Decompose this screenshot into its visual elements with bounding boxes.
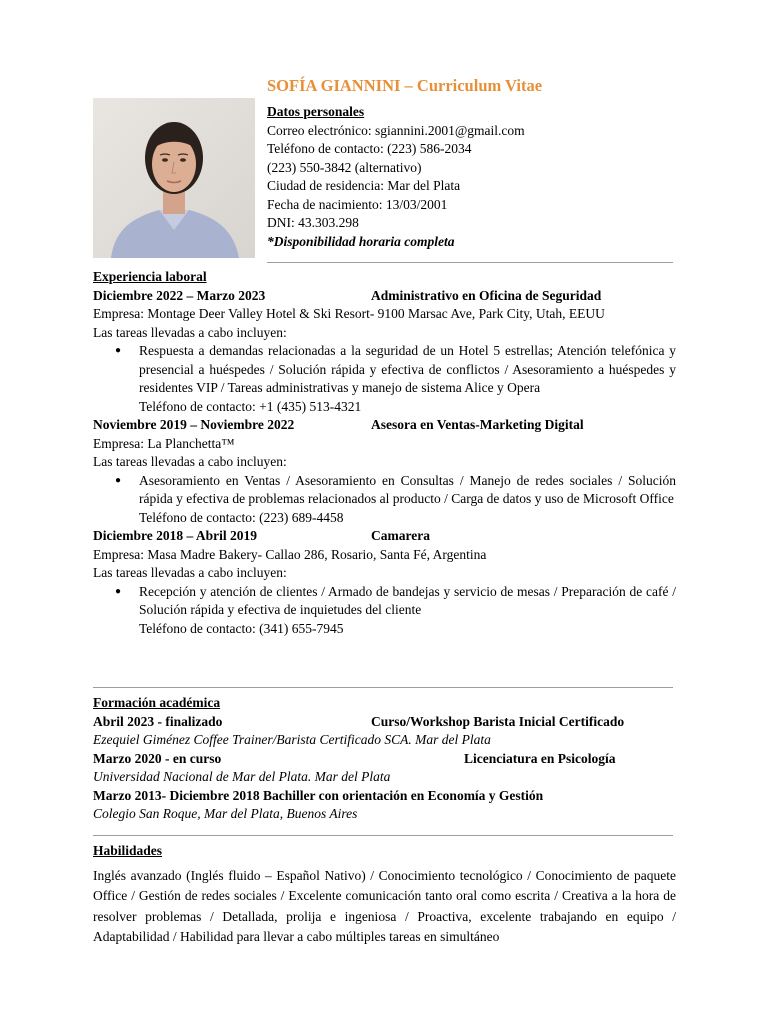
job-role: Asesora en Ventas-Marketing Digital (371, 417, 584, 432)
education-item-header (93, 713, 676, 732)
divider (267, 262, 673, 263)
education-place: Colegio San Roque, Mar del Plata, Buenos Aires (93, 806, 358, 821)
personal-data-block (267, 103, 687, 251)
job-header (93, 416, 676, 435)
education-place: Ezequiel Giménez Coffee Trainer/Barista Certificado SCA. Mar del Plata (93, 732, 491, 747)
education-heading: Formación académica (93, 695, 221, 710)
job-tasks-bullet (93, 472, 676, 509)
education-item-header (93, 787, 676, 806)
job-tasks-bullet (93, 583, 676, 620)
education-line: Marzo 2013- Diciembre 2018 Bachiller con orientación en Economía y Gestión (93, 787, 544, 803)
cv-subtitle: – Curriculum Vitae (400, 76, 543, 95)
education-title: Licenciatura en Psicología (464, 750, 616, 766)
personal-phone-alt: (223) 550-3842 (alternativo) (267, 159, 422, 175)
candidate-name: SOFÍA GIANNINI (267, 76, 401, 95)
job-tasks-text: Respuesta a demandas relacionadas a la seguridad de un Hotel 5 estrellas; Atención telefónica y presencial a huéspedes / Solución rápida y efectiva de conflictos / Asesoramiento a huéspedes y residentes VIP / Tareas administrativas y manejo de sistema Alice y Opera (139, 343, 676, 395)
personal-dni: DNI: 43.303.298 (267, 215, 359, 230)
job-dates: Diciembre 2018 – Abril 2019 (93, 528, 257, 543)
personal-phone: Teléfono de contacto: (223) 586-2034 (267, 141, 472, 156)
personal-data-heading: Datos personales (267, 104, 365, 119)
skills-heading: Habilidades (93, 843, 163, 858)
divider (93, 687, 673, 688)
education-place: Universidad Nacional de Mar del Plata. Mar del Plata (93, 769, 391, 784)
education-dates: Abril 2023 - finalizado (93, 713, 223, 729)
job-company: Empresa: Masa Madre Bakery- Callao 286, Rosario, Santa Fé, Argentina (93, 546, 487, 562)
bullet-icon: ● (115, 345, 122, 356)
job-reference-phone: Teléfono de contacto: (223) 689-4458 (139, 509, 344, 525)
job-header (93, 527, 676, 546)
education-item-header (93, 750, 676, 769)
divider (93, 835, 673, 836)
job-role: Administrativo en Oficina de Seguridad (371, 287, 602, 303)
skills-text: Inglés avanzado (Inglés fluido – Español Nativo) / Conocimiento tecnológico / Conocimiento de paquete Office / Gestión de redes sociales / Excelente comunicación tanto oral como escrita / Creativa a la hora de resolver problemas / Detallada, prolija e ingeniosa / Proactiva, excelente trabajando en equipo / Adaptabilidad / Habilidad para llevar a cabo múltiples tareas en simultáneo (93, 867, 676, 944)
job-tasks-text: Recepción y atención de clientes / Armado de bandejas y servicio de mesas / Preparación de café / Solución rápida y efectiva de inquietudes del cliente (139, 583, 676, 617)
skills-section (93, 842, 676, 948)
job-reference-phone: Teléfono de contacto: +1 (435) 513-4321 (139, 398, 362, 414)
experience-section (93, 268, 676, 638)
job-tasks-intro: Las tareas llevadas a cabo incluyen: (93, 454, 287, 469)
personal-birthdate: Fecha de nacimiento: 13/03/2001 (267, 196, 448, 212)
job-tasks-text: Asesoramiento en Ventas / Asesoramiento en Consultas / Manejo de redes sociales / Solución rápida y efectiva de problemas relacionados al producto / Carga de datos y uso de Microsoft Office (139, 472, 676, 506)
profile-photo (93, 98, 255, 258)
personal-availability: *Disponibilidad horaria completa (267, 233, 455, 249)
job-company: Empresa: La Planchetta™ (93, 435, 235, 451)
job-tasks-intro: Las tareas llevadas a cabo incluyen: (93, 324, 287, 340)
bullet-icon: ● (115, 474, 122, 486)
cv-title (267, 76, 542, 96)
experience-heading: Experiencia laboral (93, 269, 207, 284)
job-company: Empresa: Montage Deer Valley Hotel & Ski Resort- 9100 Marsac Ave, Park City, Utah, EEUU (93, 306, 605, 321)
job-role: Camarera (371, 528, 430, 543)
job-tasks-intro: Las tareas llevadas a cabo incluyen: (93, 565, 287, 580)
education-dates: Marzo 2020 - en curso (93, 750, 222, 766)
personal-city: Ciudad de residencia: Mar del Plata (267, 178, 461, 193)
education-section (93, 694, 676, 824)
personal-email: Correo electrónico: sgiannini.2001@gmail.com (267, 122, 525, 138)
job-header (93, 287, 676, 306)
job-dates: Noviembre 2019 – Noviembre 2022 (93, 417, 295, 432)
job-tasks-bullet (93, 342, 676, 398)
job-reference-phone: Teléfono de contacto: (341) 655-7945 (139, 620, 344, 636)
job-dates: Diciembre 2022 – Marzo 2023 (93, 287, 266, 303)
education-title: Curso/Workshop Barista Inicial Certificado (371, 713, 625, 729)
bullet-icon: ● (115, 585, 122, 597)
